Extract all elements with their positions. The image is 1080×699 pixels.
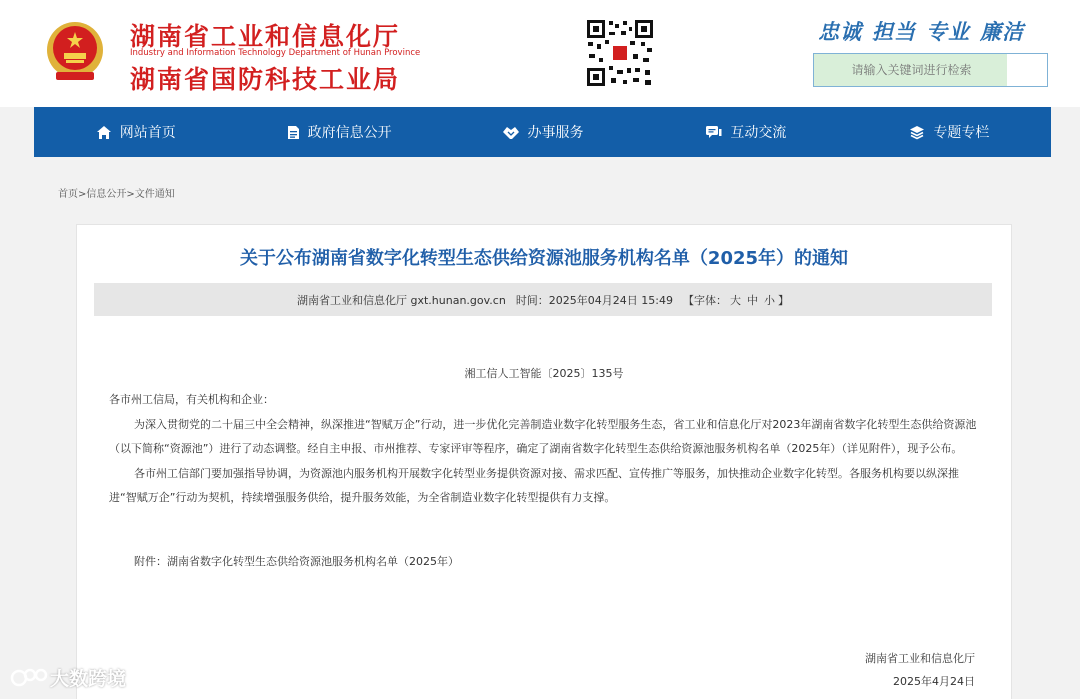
font-size-label: 【字体： — [683, 293, 727, 307]
nav-item-services[interactable] — [441, 107, 644, 157]
signature: 湖南省工业和信息化厅 — [865, 652, 975, 665]
nav-item-label: 政府信息公开 — [307, 125, 392, 141]
site-header — [0, 0, 1080, 107]
nav-item-home[interactable] — [34, 107, 237, 157]
slogan-loyalty: 忠诚 — [818, 20, 862, 44]
breadcrumb: 首页>信息公开>文件通知 — [58, 189, 175, 200]
nav-item-government-info[interactable] — [237, 107, 440, 157]
search-box — [813, 53, 1048, 87]
qr-code-icon — [585, 18, 655, 88]
nav-item-label: 网站首页 — [119, 125, 176, 141]
attachment-link[interactable]: 附件：湖南省数字化转型生态供给资源池服务机构名单（2025年） — [134, 555, 459, 568]
signature-date: 2025年4月24日 — [893, 675, 975, 688]
watermark — [10, 664, 126, 691]
chat-icon — [705, 125, 722, 140]
nav-item-label: 互动交流 — [730, 125, 787, 141]
breadcrumb-notices[interactable]: 文件通知 — [134, 189, 175, 200]
font-size-label-end: 】 — [778, 293, 789, 307]
department-title-secondary: 湖南省国防科技工业局 — [130, 65, 401, 94]
body-paragraph-1: 为深入贯彻党的二十届三中全会精神，纵深推进“智赋万企”行动，进一步优化完善制造业数字化转型服务生态，省工业和信息化厅对2023年湖南省数字化转型生态供给资源池（以下简称“资源池”）进行了动态调整。经自主申报、市州推荐、专家评审等程序，确定了湖南省数字化转型生态供给资源池服务机构名单（2025年）（详见附件），现予公布。 — [109, 417, 977, 455]
department-title-primary: 湖南省工业和信息化厅 — [130, 22, 401, 51]
nav-item-label: 办事服务 — [527, 125, 584, 141]
nav-item-special-topics[interactable] — [848, 107, 1051, 157]
search-input[interactable] — [814, 54, 1009, 86]
salutation: 各市州工信局，有关机构和企业： — [109, 393, 274, 406]
slogan-responsibility: 担当 — [872, 20, 916, 44]
national-emblem-icon — [44, 20, 106, 84]
body-paragraph-2: 各市州工信部门要加强指导协调，为资源池内服务机构开展数字化转型业务提供资源对接、需求匹配、宣传推广等服务，加快推动企业数字化转型。各服务机构要以纵深推进“智赋万企”行动为契机，持续增强服务供给，提升服务效能，为全省制造业数字化转型提供有力支撑。 — [109, 466, 959, 504]
watermark-text: 大数跨境 — [50, 668, 127, 690]
font-size-medium-button[interactable]: 中 — [747, 293, 758, 307]
article-title: 关于公布湖南省数字化转型生态供给资源池服务机构名单（2025年）的通知 — [239, 248, 849, 269]
article-meta — [94, 283, 992, 316]
nav-item-interaction[interactable] — [644, 107, 847, 157]
font-size-small-button[interactable]: 小 — [764, 293, 775, 307]
search-button[interactable] — [1007, 54, 1047, 86]
handshake-icon — [502, 125, 520, 140]
main-nav — [34, 107, 1051, 157]
watermark-logo-icon — [10, 666, 50, 690]
breadcrumb-home[interactable]: 首页 — [58, 189, 78, 200]
article-card — [76, 224, 1012, 699]
article-body — [109, 388, 977, 511]
document-icon — [287, 125, 300, 140]
home-icon — [96, 125, 112, 140]
slogan-integrity: 廉洁 — [980, 20, 1024, 44]
article-time: 时间：2025年04月24日 15:49 — [515, 293, 673, 307]
article-source: 湖南省工业和信息化厅 gxt.hunan.gov.cn — [297, 293, 506, 307]
slogan-professional: 专业 — [926, 20, 970, 44]
nav-item-label: 专题专栏 — [933, 125, 990, 141]
font-size-large-button[interactable]: 大 — [730, 293, 741, 307]
document-number: 湘工信人工智能〔2025〕135号 — [464, 367, 624, 380]
breadcrumb-info-public[interactable]: 信息公开 — [86, 189, 127, 200]
layers-icon — [909, 125, 925, 140]
slogan — [818, 16, 1034, 46]
department-title-english: Industry and Information Technology Department of Hunan Province — [130, 48, 421, 58]
